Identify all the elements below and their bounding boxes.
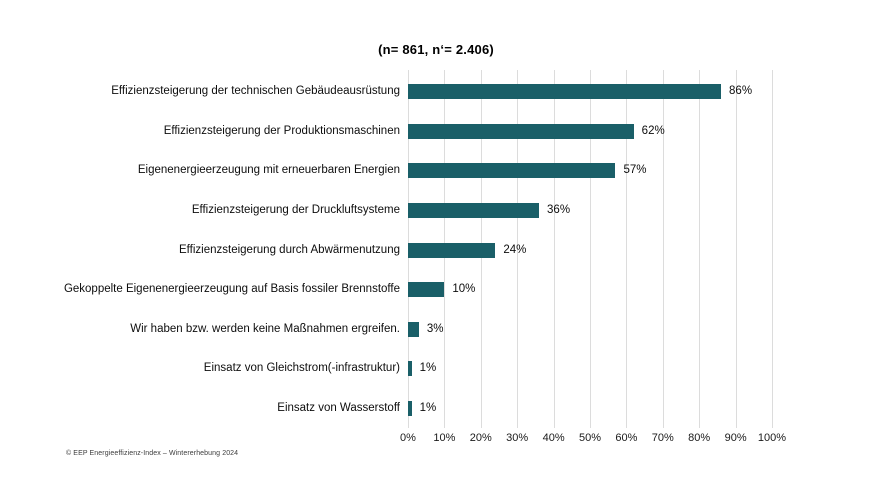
bar xyxy=(408,163,615,178)
value-label: 1% xyxy=(419,401,437,414)
x-tick-label: 90% xyxy=(724,432,747,444)
bar xyxy=(408,84,721,99)
category-label: Effizienzsteigerung der technischen Gebäudeausrüstung xyxy=(111,85,400,98)
x-tick-label: 70% xyxy=(651,432,674,444)
value-label: 3% xyxy=(426,322,444,335)
value-label: 36% xyxy=(547,203,571,216)
x-tick-label: 100% xyxy=(757,432,787,444)
x-tick-label: 60% xyxy=(615,432,638,444)
value-label: 86% xyxy=(729,85,753,98)
bar xyxy=(408,282,444,297)
gridline xyxy=(736,70,737,428)
category-label: Eigenenergieerzeugung mit erneuerbaren Energien xyxy=(137,164,400,177)
gridline xyxy=(699,70,700,428)
x-tick-label: 10% xyxy=(433,432,456,444)
x-tick-label: 20% xyxy=(469,432,492,444)
bar xyxy=(408,322,419,337)
bar xyxy=(408,361,412,376)
chart-title: (n= 861, n‘= 2.406) xyxy=(378,42,494,57)
category-label: Effizienzsteigerung der Produktionsmaschinen xyxy=(163,124,400,137)
bar xyxy=(408,243,495,258)
category-label: Einsatz von Wasserstoff xyxy=(277,401,400,414)
x-tick-label: 50% xyxy=(578,432,602,444)
category-label: Effizienzsteigerung durch Abwärmenutzung xyxy=(179,243,400,256)
x-tick-label: 80% xyxy=(688,432,711,444)
bar xyxy=(408,203,539,218)
category-label: Einsatz von Gleichstrom(-infrastruktur) xyxy=(203,362,400,375)
category-label: Effizienzsteigerung der Druckluftsysteme xyxy=(191,203,400,216)
value-label: 24% xyxy=(503,243,527,256)
gridline xyxy=(772,70,773,428)
x-tick-label: 30% xyxy=(506,432,529,444)
bar xyxy=(408,124,634,139)
bar xyxy=(408,401,412,416)
x-tick-label: 0% xyxy=(400,432,416,444)
value-label: 62% xyxy=(641,124,665,137)
category-label: Wir haben bzw. werden keine Maßnahmen ergreifen. xyxy=(130,322,400,335)
value-label: 1% xyxy=(419,362,437,375)
x-tick-label: 40% xyxy=(542,432,565,444)
value-label: 10% xyxy=(452,283,476,296)
category-label: Gekoppelte Eigenenergieerzeugung auf Basis fossiler Brennstoffe xyxy=(63,283,400,296)
value-label: 57% xyxy=(623,164,647,177)
source-caption: © EEP Energieeffizienz-Index – Wintererhebung 2024 xyxy=(66,450,239,457)
